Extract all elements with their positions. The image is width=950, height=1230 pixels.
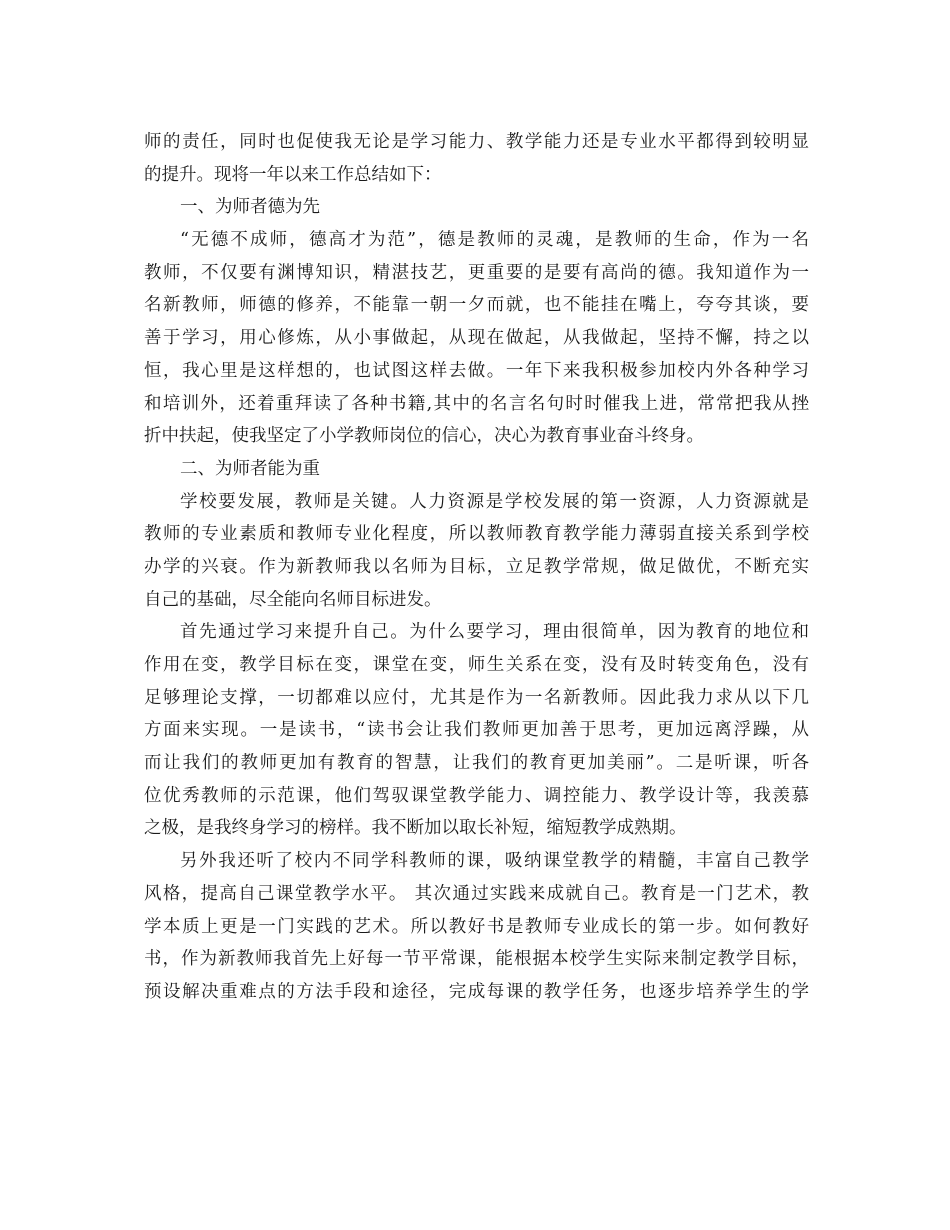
text-line: 位优秀教师的示范课，他们驾驭课堂教学能力、调控能力、教学设计等，我羡慕: [144, 785, 809, 806]
text-line: 书，作为新教师我首先上好每一节平常课，能根据本校学生实际来制定教学目标，: [144, 949, 809, 970]
text-line: 另外我还听了校内不同学科教师的课，吸纳课堂教学的精髓，丰富自己教学: [180, 851, 809, 872]
text-line: 折中扶起，使我坚定了小学教师岗位的信心，决心为教育事业奋斗终身。: [144, 426, 704, 447]
text-line: 的提升。现将一年以来工作总结如下：: [144, 164, 442, 185]
text-line: 作用在变，教学目标在变，课堂在变，师生关系在变，没有及时转变角色，没有: [144, 655, 809, 675]
text-line: 而让我们的教师更加有教育的智慧，让我们的教育更加美丽”。二是听课，听各: [144, 753, 809, 774]
text-line: 学校要发展，教师是关键。人力资源是学校发展的第一资源，人力资源就是: [180, 491, 809, 512]
text-line: 名新教师，师德的修养，不能靠一朝一夕而就，也不能挂在嘴上，夸夸其谈，要: [144, 295, 809, 316]
text-line: 风格，提高自己课堂教学水平。 其次通过实践来成就自己。教育是一门艺术，教: [144, 883, 809, 904]
text-line: 预设解决重难点的方法手段和途径，完成每课的教学任务，也逐步培养学生的学: [144, 981, 809, 1002]
text-line: “无德不成师，德高才为范”，德是教师的灵魂，是教师的生命，作为一名: [180, 230, 809, 251]
text-line: 首先通过学习来提升自己。为什么要学习，理由很简单，因为教育的地位和: [180, 622, 809, 643]
text-line: 教师的专业素质和教师专业化程度，所以教师教育教学能力薄弱直接关系到学校: [144, 524, 809, 545]
document-body: [144, 126, 809, 1009]
text-line: 师的责任，同时也促使我无论是学习能力、教学能力还是专业水平都得到较明显: [144, 132, 809, 152]
text-line: 方面来实现。一是读书，“读书会让我们教师更加善于思考，更加远离浮躁，从: [144, 720, 809, 741]
text-line: 足够理论支撑，一切都难以应付，尤其是作为一名新教师。因此我力求从以下几: [144, 687, 809, 708]
text-line: 二、为师者能为重: [180, 458, 320, 479]
text-line: 一、为师者德为先: [180, 197, 320, 218]
text-line: 学本质上更是一门实践的艺术。所以教好书是教师专业成长的第一步。如何教好: [144, 916, 809, 937]
text-line: 办学的兴衰。作为新教师我以名师为目标，立足教学常规，做足做优，不断充实: [144, 556, 809, 577]
text-line: 和培训外，还着重拜读了各种书籍,其中的名言名句时时催我上进，常常把我从挫: [144, 393, 809, 414]
text-line: 恒，我心里是这样想的，也试图这样去做。一年下来我积极参加校内外各种学习: [144, 360, 809, 381]
text-line: 自己的基础，尽全能向名师目标进发。: [144, 589, 442, 610]
text-line: 教师，不仅要有渊博知识，精湛技艺，更重要的是要有高尚的德。我知道作为一: [144, 262, 809, 283]
text-line: 善于学习，用心修炼，从小事做起，从现在做起，从我做起，坚持不懈，持之以: [144, 328, 809, 349]
text-line: 之极，是我终身学习的榜样。我不断加以取长补短，缩短教学成熟期。: [144, 818, 687, 839]
